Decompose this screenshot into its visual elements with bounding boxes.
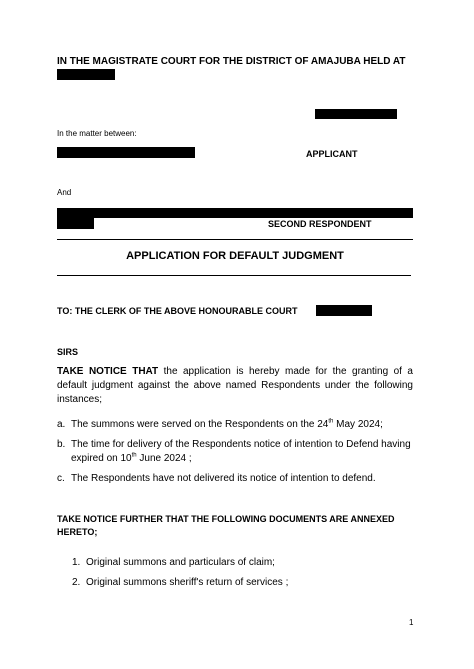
- title-underline: [57, 275, 411, 276]
- instance-a-text: The summons were served on the Respondents on the 24th May 2024;: [71, 418, 383, 430]
- instance-c-text: The Respondents have not delivered its notice of intention to defend.: [71, 473, 376, 484]
- applicant-label: APPLICANT: [306, 149, 358, 159]
- redacted-addressee-detail: [316, 305, 372, 316]
- document-1-text: Original summons and particulars of claim;: [86, 557, 275, 568]
- second-respondent-label: SECOND RESPONDENT: [268, 219, 372, 229]
- notice-paragraph: [57, 365, 413, 407]
- further-notice-line2: HERETO;: [57, 527, 98, 537]
- parties-divider: [57, 239, 413, 240]
- instance-marker-b: b.: [57, 439, 66, 450]
- redacted-respondents-names: [57, 208, 413, 218]
- instance-b-line2: expired on 10th June 2024 ;: [71, 452, 192, 464]
- redacted-case-number: [315, 109, 397, 119]
- further-notice-line1: TAKE NOTICE FURTHER THAT THE FOLLOWING DOCUMENTS ARE ANNEXED: [57, 514, 395, 524]
- addressee-line: TO: THE CLERK OF THE ABOVE HONOURABLE COURT: [57, 306, 298, 316]
- instance-marker-a: a.: [57, 419, 66, 430]
- redacted-court-location: [57, 69, 115, 80]
- redacted-applicant-name: [57, 147, 195, 158]
- salutation: SIRS: [57, 347, 79, 357]
- document-2-text: Original summons sheriff's return of services ;: [86, 577, 289, 588]
- notice-body: the application is hereby made for the granting of a default judgment against the above named Respondents under the following instances;: [57, 366, 413, 405]
- redacted-respondent-name-continued: [57, 218, 94, 229]
- and-label: And: [57, 188, 72, 197]
- court-heading: IN THE MAGISTRATE COURT FOR THE DISTRICT OF AMAJUBA HELD AT: [57, 56, 406, 67]
- instance-b-line1: The time for delivery of the Respondents notice of intention to Defend having: [71, 439, 411, 450]
- document-title: APPLICATION FOR DEFAULT JUDGMENT: [126, 250, 344, 262]
- page-number: 1: [409, 618, 414, 627]
- notice-lead: TAKE NOTICE THAT: [57, 366, 159, 377]
- document-marker-2: 2.: [72, 577, 81, 588]
- document-marker-1: 1.: [72, 557, 81, 568]
- matter-between-label: In the matter between:: [57, 129, 137, 138]
- instance-marker-c: c.: [57, 473, 65, 484]
